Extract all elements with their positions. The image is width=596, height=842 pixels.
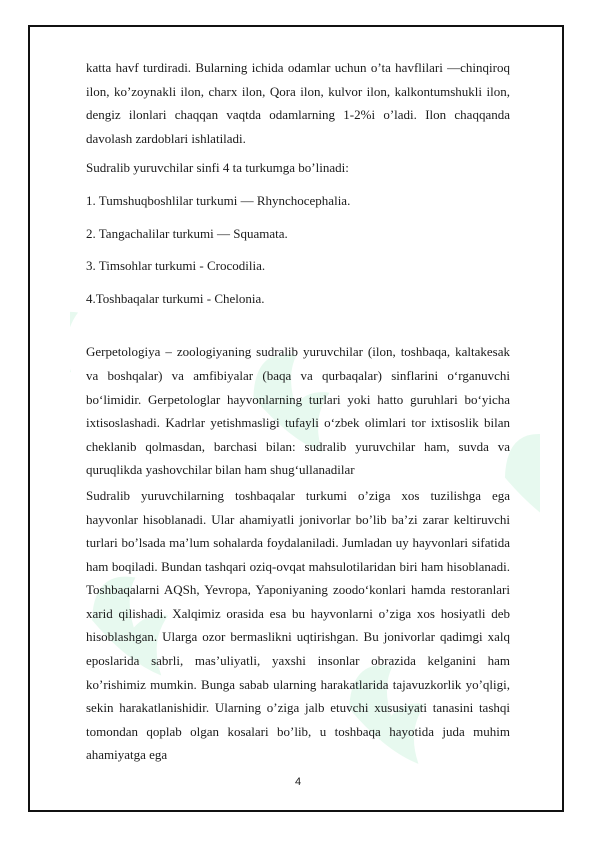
list-item-3: 3. Timsohlar turkumi - Crocodilia. (86, 258, 266, 274)
paragraph-herpetology: Gerpetologiya – zoologiyaning sudralib yuruvchilar (ilon, toshbaqa, kaltakesak va boshqalar) va amfibiyalar (baqa va qurbaqalar) sinflarini o‘rganuvchi bo‘limidir. Gerpetologlar hayvonlarning turlari yoki hatto guruhlari bo‘yicha ixtisoslashadi. Kadrlar yetishmasligi tufayli o‘zbek olimlari tor ixtisoslik bilan cheklanib qolmasdan, barchasi bilan: sudralib yuruvchilar ham, suvda va quruqlikda yashovchilar bilan ham shug‘ullanadilar (86, 344, 510, 478)
list-item-1: 1. Tumshuqboshlilar turkumi — Rhynchocephalia. (86, 192, 351, 208)
paragraph-turtles: Sudralib yuruvchilarning toshbaqalar turkumi o’ziga xos tuzilishga ega hayvonlar hisoblanadi. Ular ahamiyatli jonivorlar bo’lib ba’zi zarar keltiruvchi turlari bo’lsada ma’lum sohalarda foydalaniladi. Jumladan uy hayvonlari sifatida ham boqiladi. Bundan tashqari oziq-ovqat mahsulotilaridan biri ham hisoblanadi. Toshbaqalarni AQSh, Yevropa, Yaponiyaning zoodo‘konlari hamda restoranlari xarid qilishadi. Xalqimiz orasida esa bu hayvonlarni o’ziga xos hosiyatli deb hisoblashgan. Ularga ozor bermaslikni uqtirishgan. Bu jonivorlar qadimgi xalq eposlarida sabrli, mas’uliyatli, yaxshi insonlar obrazida kelganini ham ko’rishimiz mumkin. Bunga sabab ularning harakatlarida tajavuzkorlik yo’qligi, sekin harakatlanishidir. Ularning o’ziga jalb etuvchi xususiyati tanasini tashqi tomondan qoplab olgan kosalari bo’lib, u toshbaqa hayotida juda muhim ahamiyatga ega (86, 487, 510, 763)
page-number: 4 (294, 776, 302, 788)
document-body (86, 56, 510, 767)
list-item-2: 2. Tangachalilar turkumi — Squamata. (86, 225, 288, 241)
list-item-4: 4.Toshbaqalar turkumi - Chelonia. (86, 290, 265, 306)
intro-line: Sudralib yuruvchilar sinfi 4 ta turkumga bo’linadi: (86, 160, 349, 176)
paragraph-danger: katta havf turdiradi. Bularning ichida odamlar uchun o’ta havflilari —chinqiroq ilon, ko’zoynakli ilon, charx ilon, Qora ilon, kulvor ilon, kalkontumshukli ilon, dengiz ilonlari chaqqan vaqtda odamlarning 1-2%i o’ladi. Ilon chaqqanda davolash zardoblari ishlatiladi. (86, 60, 510, 146)
